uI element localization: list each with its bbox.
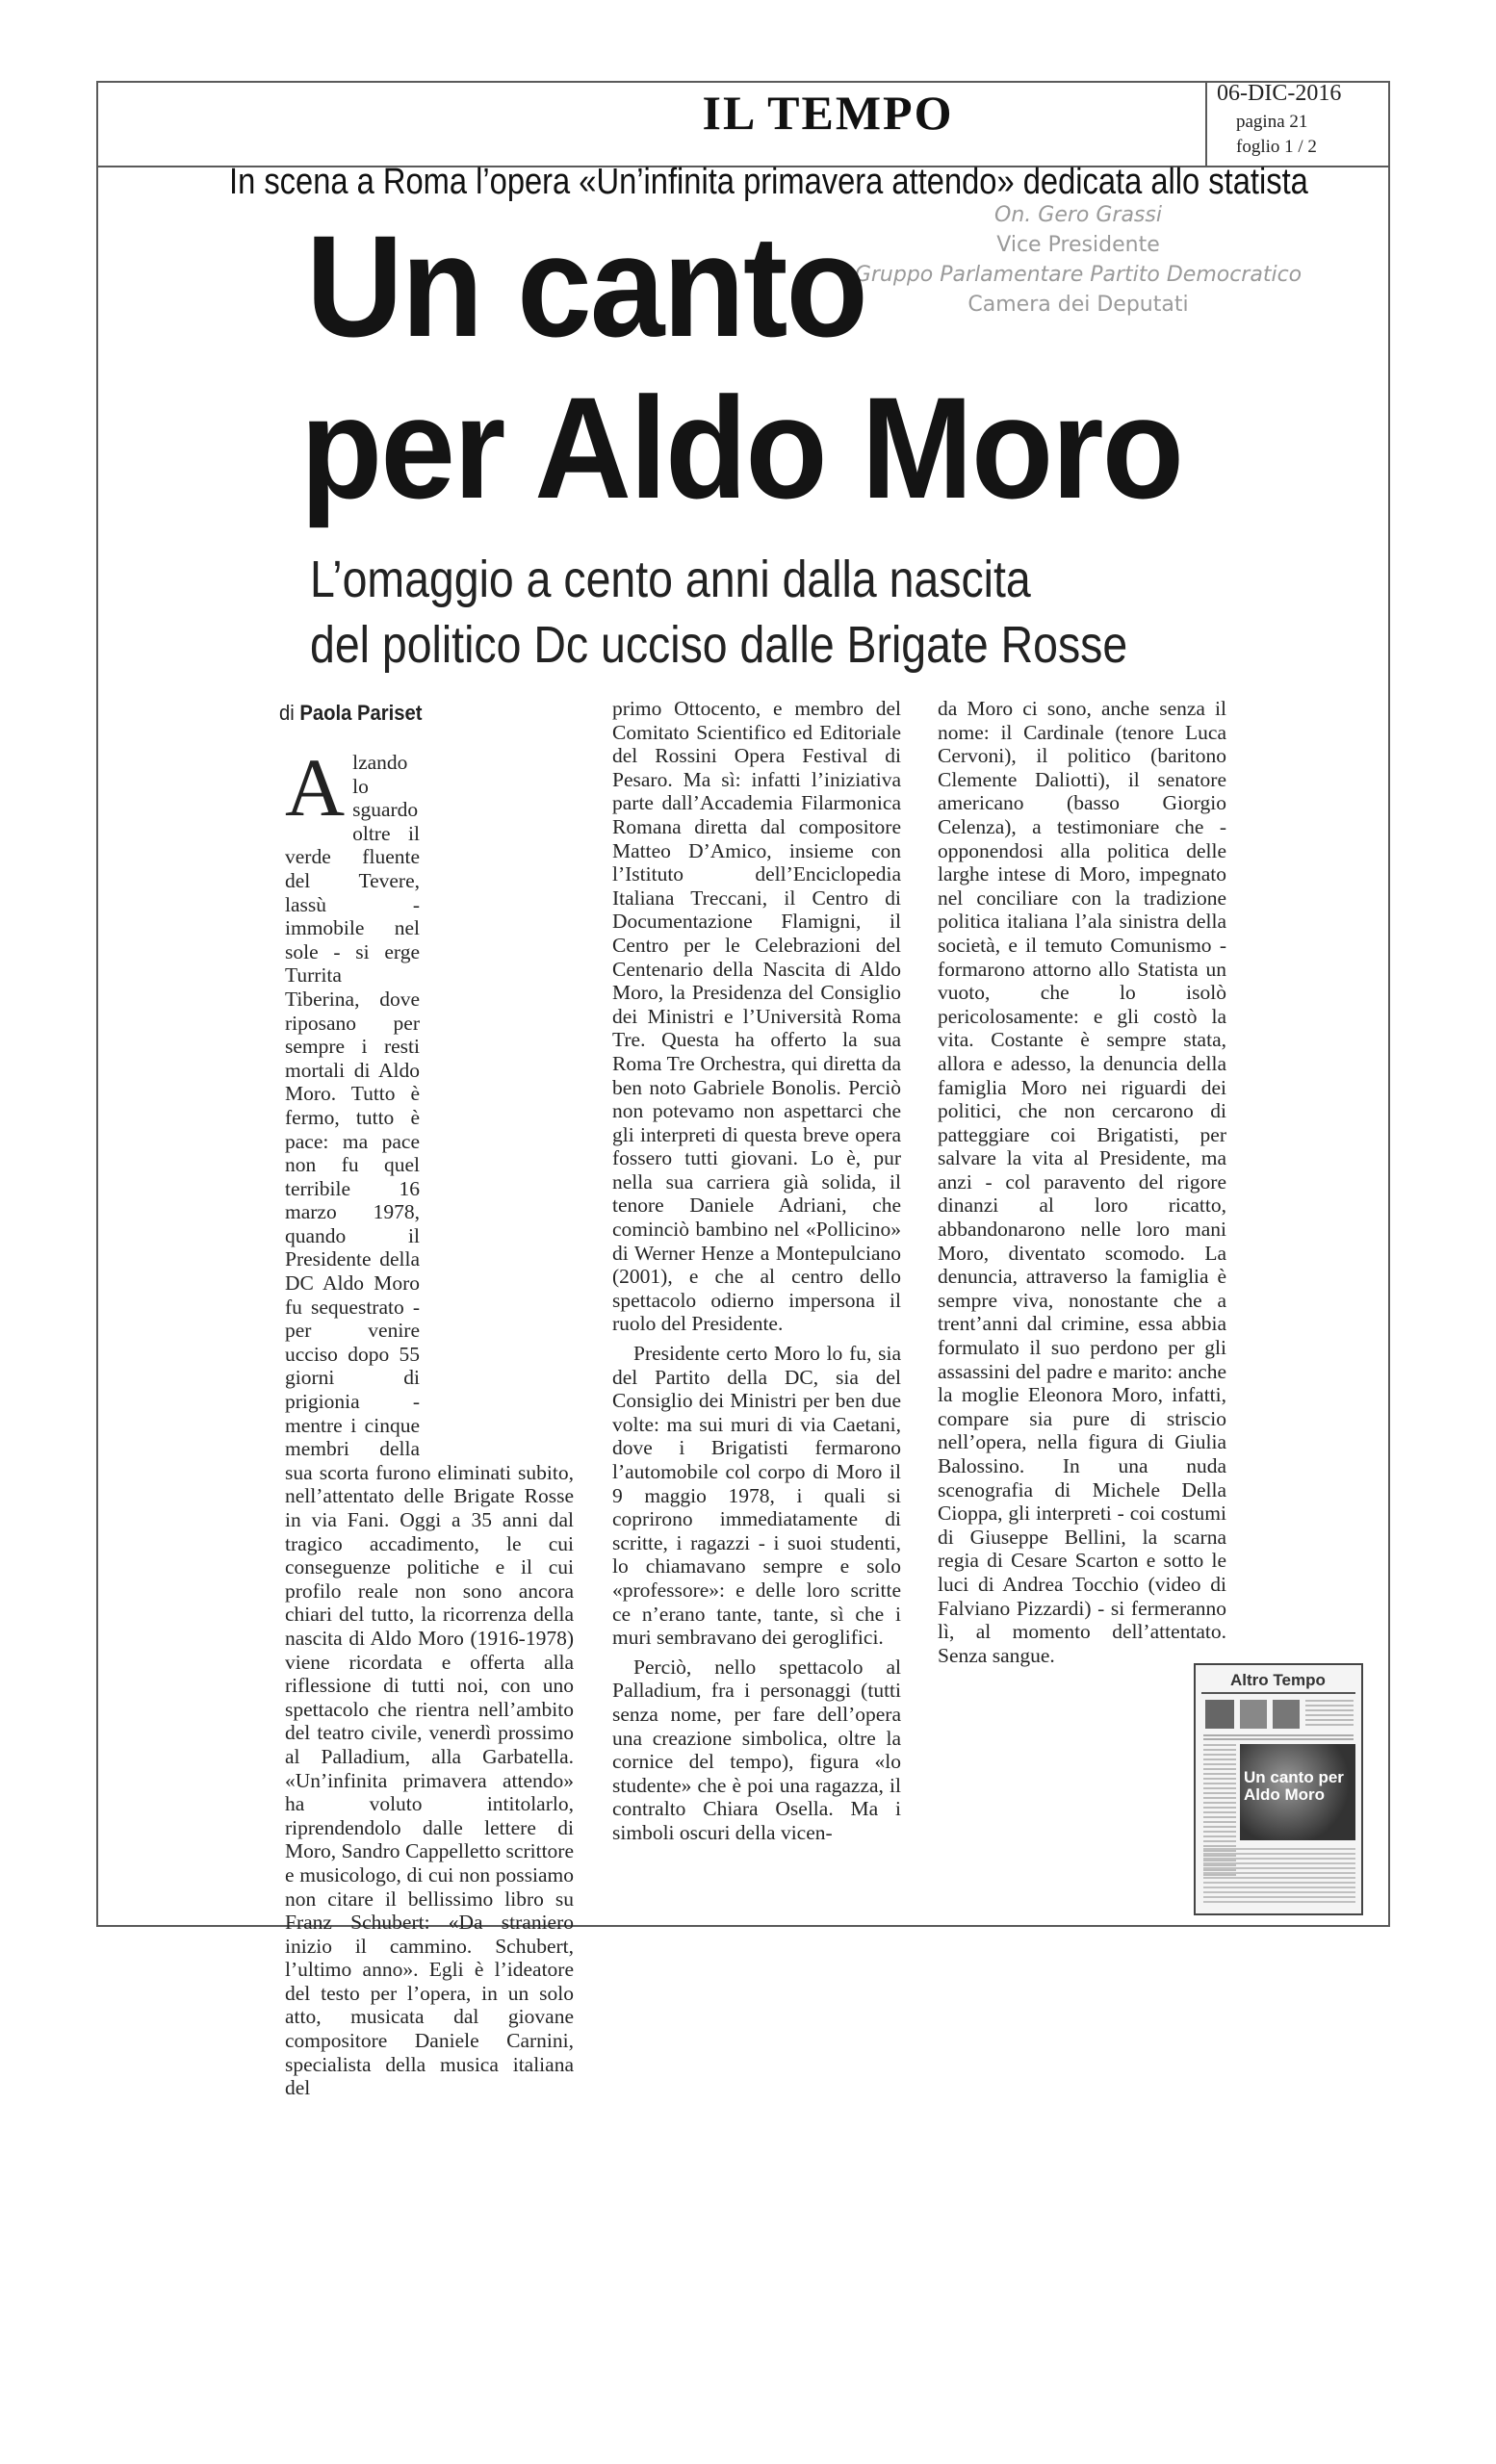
dropcap: A <box>285 741 346 834</box>
thumbnail-headline: Un canto per Aldo Moro <box>1244 1768 1344 1804</box>
byline-prefix: di <box>279 701 300 725</box>
headline-line-1: Un canto <box>306 205 866 367</box>
column-notch <box>420 751 574 1444</box>
thumbnail-text-block <box>1203 1848 1355 1906</box>
deck-line-1: L’omaggio a cento anni dalla nascita <box>310 551 1031 608</box>
byline-author: Paola Pariset <box>299 701 423 725</box>
deck-line-2: del politico Dc ucciso dalle Brigate Rosse <box>310 616 1128 674</box>
column-2-paragraph: Perciò, nello spettacolo al Palladium, fra i personaggi (tutti senza nome, per fare dell’opera una creazione simbolica, oltre la cornice del tempo), figura «lo studente» che è poi una ragazza, il contralto Chiara Osella. Ma i simboli oscuri della vicen- <box>612 1655 901 1844</box>
clipping-page: pagina 21 <box>1236 112 1308 132</box>
article-column-1 <box>285 741 574 2100</box>
stamp-line-group: Gruppo Parlamentare Partito Democratico <box>854 263 1303 287</box>
column-3-text: da Moro ci sono, anche senza il nome: il Cardinale (tenore Luca Cervoni), il politico (baritono Clemente Daliotti), il senatore americano (basso Giorgio Celenza), a testimoniare che - opponendosi alla politica delle larghe intese di Moro, impegnato nel conciliare con la tradizione politica italiana l’ala sinistra della società, e il temuto Comunismo - formarono attorno allo Statista un vuoto, che lo isolò pericolosamente: e gli costò la vita. Costante è sempre stata, allora e adesso, la denuncia della famiglia Moro nei riguardi dei politici, che non cercarono di patteggiare coi Brigatisti, per salvare la vita al Presidente, ma anzi - col paravento del rigore dinanzi al loro ricatto, abbandonarono nelle loro mani Moro, diventato scomodo. La denuncia, attraverso la famiglia è sempre viva, nonostante che a trent’anni dal crimine, essa abbia formulato il suo perdono per gli assassini del padre e marito: anche la moglie Eleonora Moro, infatti, compare sia pure di striscio nell’opera, nella figura di Giulia Balossino. In una nuda scenografia di Michele Della Cioppa, gli interpreti - coi costumi di Giuseppe Bellini, la scarna regia di Cesare Scarton e sotto le luci di Andrea Tocchio (video di Falviano Pizzardi) - si fermeranno lì, al momento dell’attentato. Senza sangue. <box>938 697 1226 1667</box>
column-1-text: lzando lo sguardo oltre il verde fluente del Tevere, lassù - immobile nel sole - si erge Turrita Tiberina, dove riposano per sempre i resti mortali di Aldo Moro. Tutto è fermo, tutto è pace: ma pace non fu quel terribile 16 marzo 1978, quando il Presidente della DC Aldo Moro fu sequestrato - per venire ucciso dopo 55 giorni di prigionia - mentre i cinque membri della sua scorta furono eliminati subito, nell’attentato delle Brigate Rosse in via Fani. Oggi a 35 anni dal tragico accadimento, le cui conseguenze politiche e il cui profilo reale non sono ancora chiari del tutto, la ricorrenza della nascita di Aldo Moro (1916-1978) viene ricordata e offerta alla riflessione di tutti noi, con uno spettacolo che rientra nell’ambito del teatro civile, venerdì prossimo al Palladium, alla Garbatella. «Un’infinita primavera attendo» ha voluto intitolarlo, riprendendolo dalle lettere di Moro, Sandro Cappelletto scrittore e musicologo, di cui non possiamo non citare il bellissimo libro su Franz Schubert: «Da straniero inizio il cammino. Schubert, l’ultimo anno». Egli è l’ideatore del testo per l’opera, in un solo atto, musicata dal giovane compositore Daniele Carnini, specialista della musica italiana del <box>285 751 574 2100</box>
byline <box>279 701 423 726</box>
thumbnail-photo-icon <box>1205 1700 1234 1729</box>
masthead <box>96 81 1390 167</box>
stamp-line-name: On. Gero Grassi <box>994 203 1162 227</box>
headline-line-2: per Aldo Moro <box>300 367 1183 528</box>
page-thumbnail <box>1194 1663 1363 1915</box>
column-2-paragraph: primo Ottocento, e membro del Comitato Scientifico ed Editoriale del Rossini Opera Festival di Pesaro. Ma sì: infatti l’iniziativa parte dall’Accademia Filarmonica Romana diretta dal compositore Matteo D’Amico, insieme con l’Istituto dell’Enciclopedia Italiana Treccani, il Centro di Documentazione Flamigni, il Centro per le Celebrazioni del Centenario della Nascita di Aldo Moro, la Presidenza del Consiglio dei Ministri e l’Università Roma Tre. Questa ha offerto la sua Roma Tre Orchestra, qui diretta da ben noto Gabriele Bonolis. Perciò non potevamo non aspettarci che gli interpreti di questa breve opera fossero tutti giovani. Lo è, pur nella sua carriera già solida, il tenore Daniele Adriani, che cominciò bambino nel «Pollicino» di Werner Henze a Montepulciano (2001), e che al centro dello spettacolo odierno impersona il ruolo del Presidente. <box>612 697 901 1336</box>
newspaper-title: IL TEMPO <box>702 86 954 140</box>
thumbnail-text-block <box>1203 1734 1354 1742</box>
thumbnail-text-block <box>1305 1700 1354 1729</box>
stamp-line-role: Vice Presidente <box>996 233 1160 257</box>
thumbnail-rule <box>1201 1692 1355 1694</box>
column-2-paragraph: Presidente certo Moro lo fu, sia del Partito della DC, sia del Consiglio dei Ministri per ben due volte: ma sui muri di via Caetani, dove i Brigatisti fermarono l’automobile col corpo di Moro il 9 maggio 1978, i quali si coprirono immediatamente di scritte, i ragazzi - i suoi studenti, lo chiamavano sempre e solo «professore»: e delle loro scritte ce n’erano tante, tante, sì che i muri sembravano dei geroglifici. <box>612 1342 901 1650</box>
clipping-info-box <box>1205 81 1390 166</box>
article-column-2 <box>612 697 901 1845</box>
clipping-sheet: foglio 1 / 2 <box>1236 137 1317 157</box>
thumbnail-photo-icon <box>1240 1700 1267 1729</box>
stamp-line-chamber: Camera dei Deputati <box>967 293 1189 317</box>
clipping-date: 06-DIC-2016 <box>1217 81 1342 106</box>
article-kicker: In scena a Roma l’opera «Un’infinita primavera attendo» dedicata allo statista <box>229 162 1308 202</box>
thumbnail-photo-icon <box>1273 1700 1300 1729</box>
thumbnail-section-title: Altro Tempo <box>1230 1671 1326 1689</box>
article-column-3 <box>938 697 1226 1667</box>
